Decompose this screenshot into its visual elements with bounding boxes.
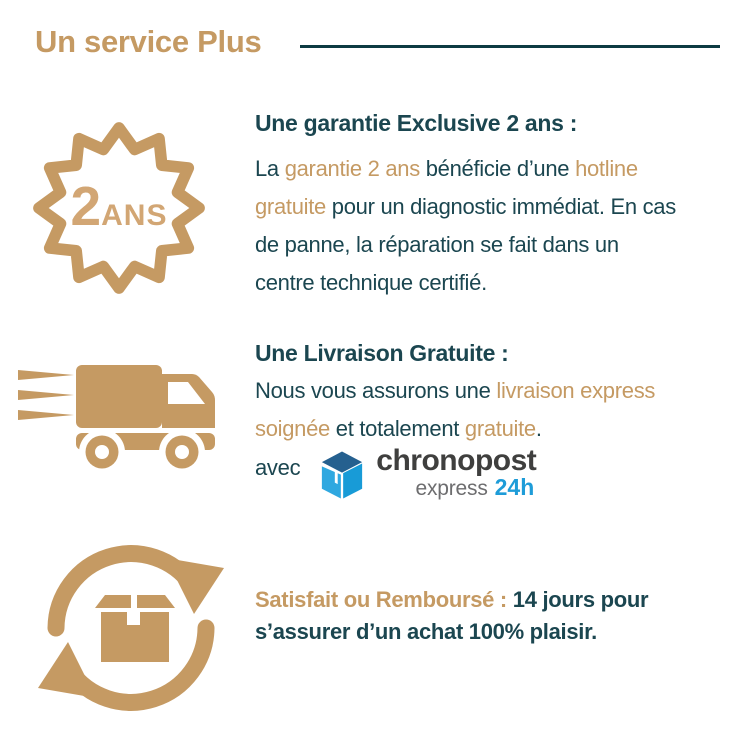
avec-label: avec [255,455,301,480]
express-label: express [415,477,488,500]
text-segment: s’assurer d’un achat 100% plaisir. [255,619,597,644]
text-segment: centre technique certifié. [255,270,487,295]
badge-unit: ANS [101,198,168,232]
text-segment: gratuite [464,416,536,441]
livraison-body [255,372,655,448]
livraison-heading: Une Livraison Gratuite : [255,340,509,366]
text-segment: soignée [255,416,330,441]
text-line [255,264,676,302]
chronopost-logo-row [255,446,536,501]
text-line [255,188,676,226]
title-rule [300,45,720,48]
badge-24h-label: 24h [494,474,535,500]
text-segment: hotline [575,156,638,181]
text-line [255,372,655,410]
garantie-body [255,150,676,302]
delivery-truck-icon [18,362,218,476]
text-line [255,584,648,616]
badge-number: 2 [70,174,102,237]
text-segment: pour un diagnostic immédiat. En cas [325,194,676,219]
warranty-badge-icon [30,119,208,297]
satisfait-body [255,584,648,648]
page-title: Un service Plus [35,24,262,59]
warranty-badge-label [30,174,208,237]
text-segment: Nous vous assurons une [255,378,497,403]
text-segment: de panne, la réparation se fait dans un [255,232,619,257]
return-exchange-icon [36,538,226,718]
text-segment: gratuite [255,194,326,219]
text-line [255,226,676,264]
text-segment: et totalement [329,416,465,441]
text-segment: garantie 2 ans [284,156,420,181]
text-line [255,616,648,648]
text-line [255,410,655,448]
text-segment: bénéficie d’une [419,156,576,181]
text-segment: . [535,416,542,441]
garantie-heading: Une garantie Exclusive 2 ans : [255,110,578,136]
chronopost-wordmark [376,446,536,501]
text-segment: La [255,156,285,181]
text-segment: livraison express [496,378,656,403]
chronopost-brand-text: chronopost [376,444,537,477]
chronopost-cube-icon [319,450,365,500]
text-segment: Satisfait ou Remboursé : [255,587,513,612]
text-line [255,150,676,188]
chronopost-sub-row [416,474,537,501]
text-segment: 14 jours pour [512,587,649,612]
